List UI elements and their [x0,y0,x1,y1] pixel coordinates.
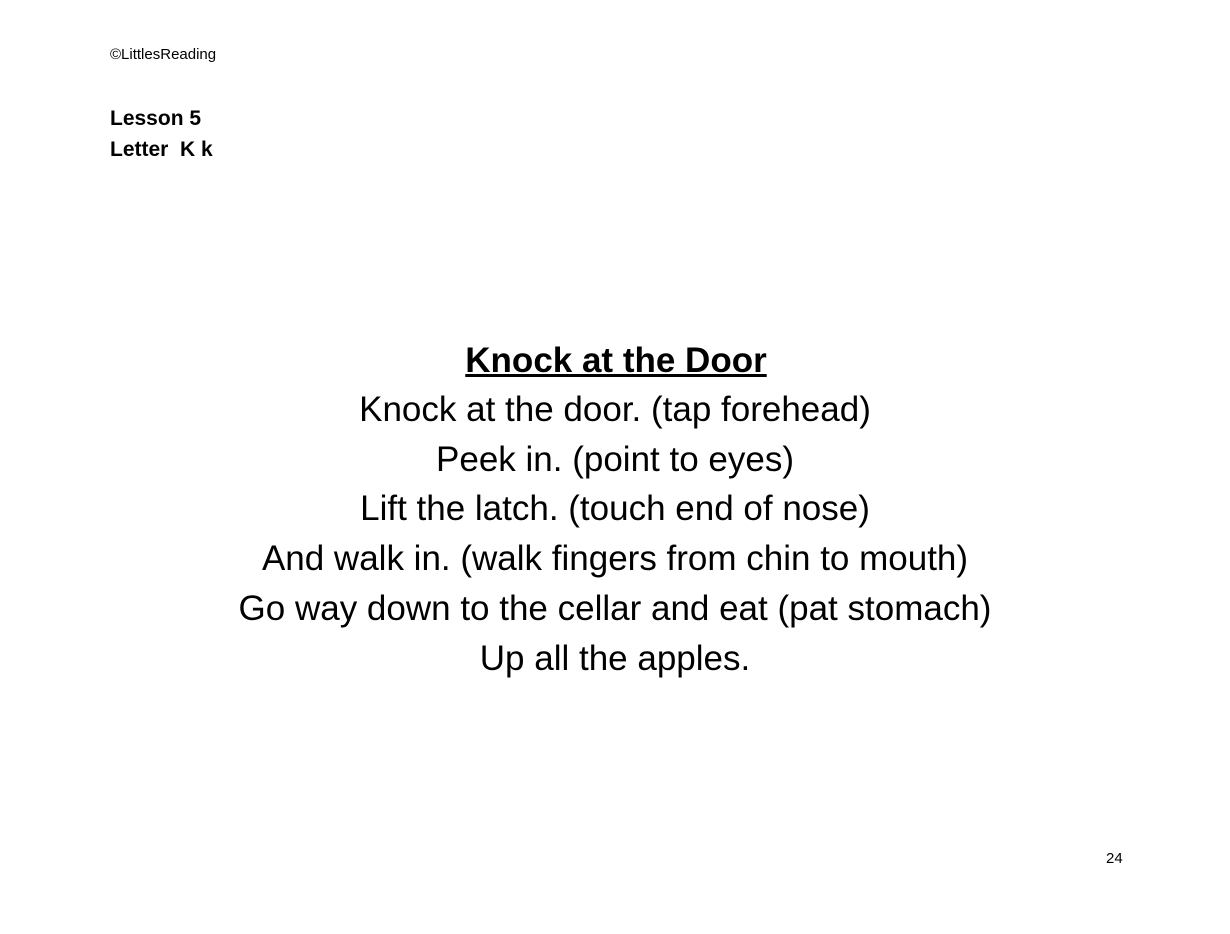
lesson-letter: Letter K k [110,138,213,161]
poem [0,336,1230,683]
poem-line: Knock at the door. (tap forehead) [359,390,871,429]
poem-line: Go way down to the cellar and eat (pat stomach) [238,588,992,628]
poem-title: Knock at the Door [465,341,767,380]
poem-line: And walk in. (walk fingers from chin to mouth) [261,539,969,579]
lesson-number: Lesson 5 [110,107,202,130]
copyright-notice: ©LittlesReading [110,46,217,63]
page-number: 24 [1106,850,1123,867]
poem-line: Lift the latch. (touch end of nose) [360,489,870,529]
lesson-heading [110,103,213,165]
poem-line: Peek in. (point to eyes) [436,439,794,479]
poem-line: Up all the apples. [479,638,751,678]
